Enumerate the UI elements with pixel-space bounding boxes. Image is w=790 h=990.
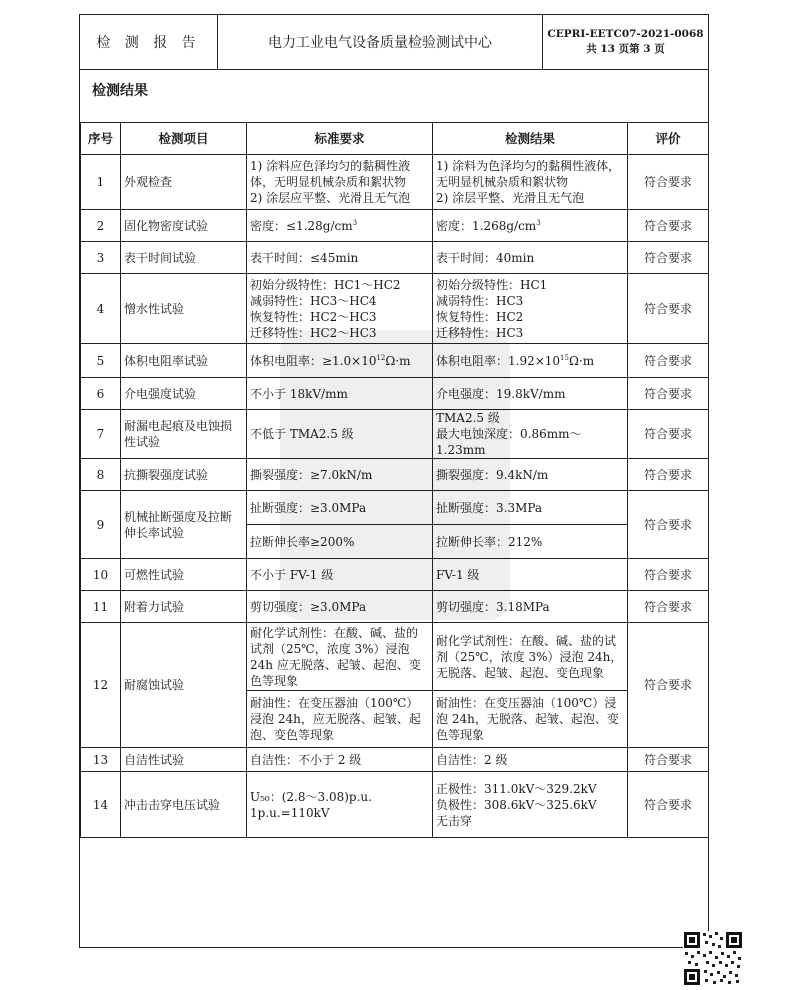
col-header-item: 检测项目: [121, 123, 247, 155]
row-number: 9: [81, 491, 121, 559]
requirement-cell: 剪切强度：≥3.0MPa: [247, 591, 433, 623]
table-row: [81, 155, 709, 210]
requirement-cell: 密度：$\le 1.28g/cm^3$: [247, 210, 433, 242]
requirement-cell: 扯断强度：≥3.0MPa: [247, 491, 433, 525]
test-item: 固化物密度试验: [121, 210, 247, 242]
requirement-cell: U₅₀：(2.8～3.08)p.u. 1p.u.=110kV: [247, 772, 433, 838]
row-number: 10: [81, 559, 121, 591]
row-number: 1: [81, 155, 121, 210]
row-number: 3: [81, 242, 121, 274]
col-header-requirement: 标准要求: [247, 123, 433, 155]
table-row: [81, 410, 709, 459]
table-row: [81, 591, 709, 623]
report-page-frame: [79, 14, 709, 948]
requirement-exponent: 12: [376, 353, 386, 362]
report-number: CEPRI-EETC07-2021-0068: [547, 28, 704, 40]
table-row: [81, 491, 709, 525]
evaluation-cell: 符合要求: [628, 591, 709, 623]
row-number: 4: [81, 274, 121, 344]
requirement-cell: 表干时间：≤45min: [247, 242, 433, 274]
center-name: 电力工业电气设备质量检验测试中心: [218, 15, 543, 69]
evaluation-cell: 符合要求: [628, 344, 709, 378]
requirement-cell: 1) 涂料应色泽均匀的黏稠性液体，无明显机械杂质和絮状物 2) 涂层应平整、光滑且无气泡: [247, 155, 433, 210]
test-item: 外观检查: [121, 155, 247, 210]
result-cell: 初始分级特性：HC1 减弱特性：HC3 恢复特性：HC2 迁移特性：HC3: [433, 274, 628, 344]
result-cell: TMA2.5 级 最大电蚀深度：0.86mm～1.23mm: [433, 410, 628, 459]
result-text: 密度：1.268g/cm: [436, 218, 537, 233]
row-number: 14: [81, 772, 121, 838]
row-number: 7: [81, 410, 121, 459]
row-number: 5: [81, 344, 121, 378]
evaluation-cell: 符合要求: [628, 210, 709, 242]
test-item: 自洁性试验: [121, 748, 247, 772]
result-cell: 剪切强度：3.18MPa: [433, 591, 628, 623]
report-label: 检 测 报 告: [80, 15, 218, 69]
requirement-cell: [247, 344, 433, 378]
page-info: 共 13 页第 3 页: [586, 43, 665, 55]
result-cell: 自洁性：2 级: [433, 748, 628, 772]
evaluation-cell: 符合要求: [628, 274, 709, 344]
test-item: 抗撕裂强度试验: [121, 459, 247, 491]
requirement-cell: 耐化学试剂性：在酸、碱、盐的试剂（25℃，浓度 3%）浸泡 24h 应无脱落、起皱、起泡、变色等现象: [247, 623, 433, 691]
result-cell: 拉断伸长率：212%: [433, 525, 628, 559]
row-number: 13: [81, 748, 121, 772]
table-row: [81, 559, 709, 591]
test-item: 附着力试验: [121, 591, 247, 623]
table-row: [81, 772, 709, 838]
results-table: [80, 122, 709, 838]
requirement-cell: 拉断伸长率≥200%: [247, 525, 433, 559]
evaluation-cell: 符合要求: [628, 242, 709, 274]
requirement-cell: 撕裂强度：≥7.0kN/m: [247, 459, 433, 491]
test-item: 耐腐蚀试验: [121, 623, 247, 748]
table-row: [81, 748, 709, 772]
test-item: 憎水性试验: [121, 274, 247, 344]
evaluation-cell: 符合要求: [628, 459, 709, 491]
evaluation-cell: 符合要求: [628, 748, 709, 772]
qr-code: [683, 931, 743, 986]
table-row: [81, 242, 709, 274]
requirement-cell: 不低于 TMA2.5 级: [247, 410, 433, 459]
evaluation-cell: 符合要求: [628, 491, 709, 559]
test-item: 耐漏电起痕及电蚀损性试验: [121, 410, 247, 459]
result-exponent: 15: [560, 353, 569, 362]
row-number: 6: [81, 378, 121, 410]
result-cell: 耐化学试剂性：在酸、碱、盐的试剂（25℃，浓度 3%）浸泡 24h，无脱落、起皱、起泡、变色现象: [433, 623, 628, 691]
test-item: 介电强度试验: [121, 378, 247, 410]
requirement-cell: 不小于 FV-1 级: [247, 559, 433, 591]
table-row: [81, 210, 709, 242]
requirement-cell: 耐油性：在变压器油（100℃）浸泡 24h，应无脱落、起皱、起泡、变色等现象: [247, 691, 433, 748]
row-number: 11: [81, 591, 121, 623]
result-text: 体积电阻率：1.92×10: [436, 353, 561, 368]
row-number: 8: [81, 459, 121, 491]
table-header-row: [81, 123, 709, 155]
requirement-cell: 自洁性：不小于 2 级: [247, 748, 433, 772]
evaluation-cell: 符合要求: [628, 155, 709, 210]
col-header-no: 序号: [81, 123, 121, 155]
report-id-block: [543, 15, 708, 69]
result-cell: 正极性：311.0kV～329.2kV 负极性：308.6kV～325.6kV 无击穿: [433, 772, 628, 838]
test-item: 可燃性试验: [121, 559, 247, 591]
evaluation-cell: 符合要求: [628, 623, 709, 748]
result-cell: 耐油性：在变压器油（100℃）浸泡 24h，无脱落、起皱、起泡、变色等现象: [433, 691, 628, 748]
table-row: [81, 459, 709, 491]
result-cell: 撕裂强度：9.4kN/m: [433, 459, 628, 491]
test-item: 冲击击穿电压试验: [121, 772, 247, 838]
table-row: [81, 344, 709, 378]
evaluation-cell: 符合要求: [628, 378, 709, 410]
row-number: 12: [81, 623, 121, 748]
requirement-text: 体积电阻率：≥1.0×10: [250, 353, 377, 368]
requirement-unit: Ω·m: [385, 353, 411, 368]
report-header: [80, 15, 708, 70]
section-title: 检测结果: [92, 83, 148, 99]
test-item: 体积电阻率试验: [121, 344, 247, 378]
result-cell: [433, 344, 628, 378]
col-header-evaluation: 评价: [628, 123, 709, 155]
test-item: 表干时间试验: [121, 242, 247, 274]
requirement-text: 密度：≤1.28g/cm: [250, 218, 353, 233]
test-item: 机械扯断强度及拉断伸长率试验: [121, 491, 247, 559]
requirement-cell: 初始分级特性：HC1～HC2 减弱特性：HC3～HC4 恢复特性：HC2～HC3 迁移特性：HC2～HC3: [247, 274, 433, 344]
row-number: 2: [81, 210, 121, 242]
result-cell: 扯断强度：3.3MPa: [433, 491, 628, 525]
evaluation-cell: 符合要求: [628, 772, 709, 838]
result-unit: Ω·m: [568, 353, 595, 368]
table-row: [81, 623, 709, 691]
table-row: [81, 274, 709, 344]
evaluation-cell: 符合要求: [628, 410, 709, 459]
requirement-cell: 不小于 18kV/mm: [247, 378, 433, 410]
evaluation-cell: 符合要求: [628, 559, 709, 591]
result-cell: FV-1 级: [433, 559, 628, 591]
table-row: [81, 378, 709, 410]
result-cell: 密度：$1.268g/cm^3$: [433, 210, 628, 242]
col-header-result: 检测结果: [433, 123, 628, 155]
result-cell: 1) 涂料为色泽均匀的黏稠性液体，无明显机械杂质和絮状物 2) 涂层平整、光滑且无气泡: [433, 155, 628, 210]
result-cell: 介电强度：19.8kV/mm: [433, 378, 628, 410]
result-cell: 表干时间：40min: [433, 242, 628, 274]
